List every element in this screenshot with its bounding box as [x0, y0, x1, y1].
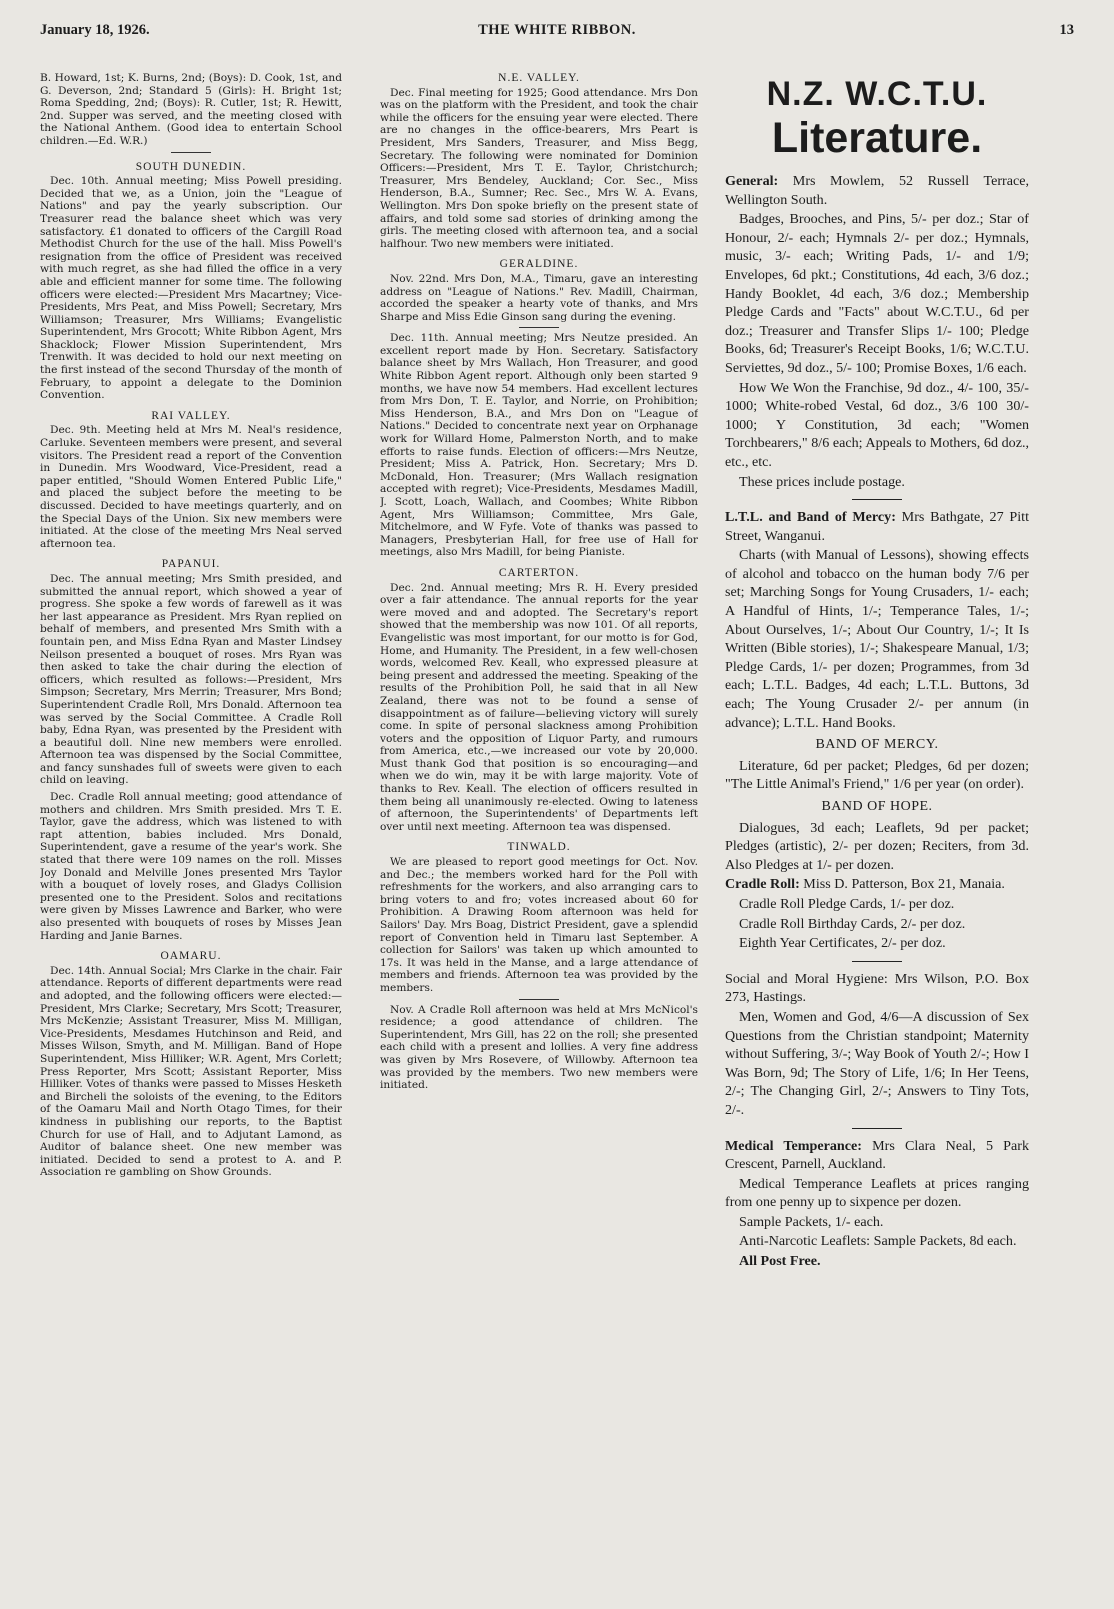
- ltl-contact: L.T.L. and Band of Mercy: Mrs Bathgate, 27 Pitt Street, Wanganui.: [725, 509, 1029, 544]
- section-body-ne-valley: Dec. Final meeting for 1925; Good attendance. Mrs Don was on the platform with the President, and took the chair while the officers for the ensuing year were elected. There are no changes in the office-bearers, Mrs Peart is President, Mrs Sanders, Treasurer, and Miss Begg, Secretary. The following were nominated for Dominion Officers:—President, Mrs T. E. Taylor, Christchurch; Treasurer, Mrs Bendeley, Auckland; Cor. Sec., Miss Henderson, B.A., Sumner; Rec. Sec., Mrs W. A. Evans, Wellington. Mrs Don spoke briefly on the present state of affairs, and told some sad stories of drinking among the girls. The meeting closed with afternoon tea, and a social halfhour. Two new members were initiated.: [380, 86, 698, 250]
- section-body-rai-valley: Dec. 9th. Meeting held at Mrs M. Neal's residence, Carluke. Seventeen members were present, and several visitors. The President read a report of the Convention in Dunedin. Mrs Woodward, Vice-President, read a paper entitled, "Should Women Entered Public Life," and placed the subject before the meeting to be discussed. Decided to have meetings quarterly, and on the Special Days of the Union. Six new members were initiated. At the close of the meeting Mrs Neal served afternoon tea.: [40, 424, 342, 550]
- general-postage-note: These prices include postage.: [739, 473, 905, 490]
- general-label: General:: [725, 173, 779, 189]
- band-of-mercy-title: BAND OF MERCY.: [815, 737, 939, 753]
- general-price-list-1: Badges, Brooches, and Pins, 5/- per doz.; Star of Honour, 2/- each; Hymnals 2/- per doz.; Hymnals, music, 3/- each; Writing Pads, 1/- and 1/9; Envelopes, 6d pkt.; Constitutions, 4d each, 3/6 doz.; Handy Booklet, 4d each, 3/6 doz.; Membership Pledge Cards and "Facts" about W.C.T.U., 6d per doz.; Treasurer and Transfer Slips 1/- 100; Pledge Books, 6d; Treasurer's Receipt Books, 1/6; W.C.T.U. Serviettes, 9d doz., 5/- 100; Promise Boxes, 1/6 each.: [725, 211, 1029, 376]
- section-body-papanui-1: Dec. The annual meeting; Mrs Smith presided, and submitted the annual report, which showed a year of progress. She spoke a few words of farewell as it was her last appearance as President. Mrs Ryan replied on behalf of members, and presented Mrs Smith with a fountain pen, and Miss Edna Ryan and Master Lindsey Neilson presented a bouquet of roses. Mrs Ryan was then asked to take the chair during the election of officers, which resulted as follows:—President, Mrs Simpson; Secretary, Mrs Merrin; Treasurer, Mrs Bond; Superintendent Cradle Roll, Mrs Donald. Afternoon tea was served by the Social Committee. A Cradle Roll baby, Edna Ryan, was presented by the President with a beautiful doll. Nine new members were enrolled. Afternoon tea was dispensed by the Social Committee, and fancy sunshades full of sweets were given to each child on leaving.: [40, 572, 342, 787]
- section-title-tinwald: TINWALD.: [507, 841, 571, 854]
- intro-paragraph: B. Howard, 1st; K. Burns, 2nd; (Boys): D. Cook, 1st, and G. Deverson, 2nd; Standard 5 (Girls): H. Bright 1st; Roma Spedding, 2nd; (Boys): R. Cutler, 1st; R. Hewitt, 2nd. Supper was served, and the meeting closed with the National Anthem. (Good idea to entertain School children.—Ed. W.R.): [40, 72, 342, 147]
- medical-temperance-contact: Medical Temperance: Mrs Clara Neal, 5 Park Crescent, Parnell, Auckland.: [725, 1137, 1029, 1173]
- divider: [519, 327, 559, 328]
- ltl-price-list: Charts (with Manual of Lessons), showing effects of alcohol and tobacco on the human body 7/6 per set; Marching Songs for Young Crusaders, 1/- each; A Handful of Hints, 1/-; Temperance Tales, 1/-; About Ourselves, 1/-; About Our Country, 1/-; It Is Written (Bible stories), 1/-; Shakespeare Manual, 1/3; Pledge Cards, 1/- per dozen; Programmes, from 3d each; L.T.L. Badges, 4d each; L.T.L. Buttons, 3d each; The Young Crusader 2/- per annum (in advance); L.T.L. Hand Books.: [725, 547, 1029, 731]
- section-body-papanui-2: Dec. Cradle Roll annual meeting; good attendance of mothers and children. Mrs Smith presided. Mrs T. E. Taylor, gave the address, which was listened to with rapt attention, babies included. Mrs Donald, Superintendent, gave a resume of the year's work. She stated that there were 109 names on the roll. Misses Joy Donald and Melville Jones presented Mrs Taylor with a bouquet of lovely roses, and Gladys Collision presented one to the President. Solos and recitations were given by Misses Lawrence and Barker, who were also presented with bouquets of roses by Misses Jean Harding and Janie Barnes.: [40, 791, 342, 942]
- cradle-roll-item-2: Cradle Roll Birthday Cards, 2/- per doz.: [739, 915, 966, 932]
- column-1: [40, 72, 342, 1604]
- section-body-oamaru: Dec. 14th. Annual Social; Mrs Clarke in the chair. Fair attendance. Reports of different departments were read and adopted, and the following officers were elected:—President, Mrs Clarke; Secretary, Mrs Scott; Treasurer, Mrs McKenzie; Assistant Treasurer, Miss M. Milligan, Vice-Presidents, Mesdames Hutchinson and Reid, and Misses Wilson, Smyth, and M. Milligan. Band of Hope Superintendent, Miss Hilliker; W.R. Agent, Mrs Corlett; Press Reporter, Mrs Scott; Assistant Reporter, Miss Hilliker. Votes of thanks were passed to Misses Hesketh and Bircheli the soloists of the evening, to the Editors of the Oamaru Mail and North Otago Times, for their kindness in publishing our reports, to the Baptist Church for use of Hall, and to Adjutant Lamond, as Auditor of balance sheet. One new member was initiated. Decided to send a protest to A. and P. Association re gambling on Show Grounds.: [40, 964, 342, 1179]
- section-body-tinwald-1: We are pleased to report good meetings for Oct. Nov. and Dec.; the members worked hard for the Poll with refreshments for the workers, and also arranging cars to bring voters to and fro; votes increased about 60 for Prohibition. A Drawing Room afternoon was held for Sailors' Day. Mrs Boag, District President, gave a splendid report of Convention held in Timaru last September. A collection for Sailors' was taken up which amounted to 17s. It was held in the Manse, and a large attendance of members and friends. Afternoon tea was provided by the members.: [380, 856, 698, 994]
- cradle-roll-label: Cradle Roll:: [725, 876, 800, 893]
- section-body-tinwald-2: Nov. A Cradle Roll afternoon was held at Mrs McNicol's residence; a good attendance of children. The Superintendent, Mrs Gill, has 22 on the roll; she presented each child with a present and lollies. A very fine address was given by Mrs Rosevere, of Willowby. Afternoon tea was provided by the members. Two new members were initiated.: [380, 1003, 698, 1092]
- section-body-geraldine-2: Dec. 11th. Annual meeting; Mrs Neutze presided. An excellent report made by Hon. Secretary. Satisfactory balance sheet by Mrs Wallach, Hon Treasurer, and good White Ribbon Agent report. Although only been started 9 months, we have now 54 members. Had excellent lectures from Mrs Don, T. E. Taylor, and Norrie, on Prohibition; Miss Henderson, B.A., and Mrs Don on "League of Nations." Decided to concentrate next year on Orphanage work for Willard Home, Palmerston North, and to make efforts to raise funds. Election of officers:—Mrs Neutze, President; Miss A. Patrick, Hon. Secretary; Mrs D. McDonald, Hon. Treasurer; (Mrs Wallach resignation accepted with regret); Vice-Presidents, Mesdames Madill, J. Scott, Loach, Wallach, and Coombes; White Ribbon Agent, Mrs Williamson; Committee, Mrs Gale, Mitchelmore, and W Fyfe. Vote of thanks was passed to Managers, Presbyterian Hall, for free use of Hall for meetings, also Mrs Madill, for being Pianiste.: [380, 332, 698, 559]
- section-title-south-dunedin: SOUTH DUNEDIN.: [135, 160, 247, 173]
- band-of-hope-list: Dialogues, 3d each; Leaflets, 9d per packet; Pledges (artistic), 2/- per dozen; Reciters, from 3d. Also Pledges at 1/- per dozen.: [725, 819, 1029, 873]
- general-price-list-2: How We Won the Franchise, 9d doz., 4/- 100, 35/- 1000; White-robed Vestal, 6d doz., 3/6 100 30/- 1000; Y Constitution, 3d each; "Women Torchbearers," 8/6 each; Appeals to Mothers, 6d doz., etc., etc.: [725, 379, 1029, 470]
- issue-date: January 18, 1926.: [40, 22, 150, 38]
- section-title-geraldine: GERALDINE.: [499, 258, 579, 271]
- ltl-label: L.T.L. and Band of Mercy:: [725, 509, 896, 526]
- cradle-roll-item-1: Cradle Roll Pledge Cards, 1/- per doz.: [739, 895, 955, 912]
- section-title-ne-valley: N.E. VALLEY.: [498, 72, 580, 84]
- running-head: [40, 22, 1074, 42]
- divider: [171, 152, 211, 153]
- general-contact: General: Mrs Mowlem, 52 Russell Terrace, Wellington South.: [725, 173, 1029, 208]
- medical-temperance-item-2: Sample Packets, 1/- each.: [739, 1213, 884, 1230]
- social-hygiene-list: Men, Women and God, 4/6—A discussion of Sex Questions from the Christian standpoint; Maternity without Suffering, 3/-; Way Book of Youth 2/-; How I Was Born, 9d; The Story of Life, 1/6; In Her Teens, 2/-; The Changing Girl, 2/-; Answers to Tiny Tots, 2/-.: [725, 1008, 1029, 1118]
- publication-title: THE WHITE RIBBON.: [478, 22, 636, 38]
- section-title-papanui: PAPANUI.: [161, 558, 221, 571]
- section-title-rai-valley: RAI VALLEY.: [151, 409, 231, 422]
- literature-title: Literature.: [771, 114, 983, 162]
- section-body-carterton: Dec. 2nd. Annual meeting; Mrs R. H. Every presided over a fair attendance. The annual reports for the year were moved and and adopted. The Secretary's report showed that the membership was now 101. Of all reports, Evangelistic was most important, for our motto is for God, Home, and Humanity. The President, in a few well-chosen words, welcomed Rev. Keall, who expressed pleasure at being present and addressed the meeting. Speaking of the results of the Prohibition Poll, he said that in all New Zealand, there was not to be found a sense of disappointment as of failure—believing victory will surely come. In spite of personal slackness among Prohibition voters and the opposition of Liquor Party, and rumours from America, etc.,—we increased our vote by 20,000. Must thank God that position is so encouraging—and when we do win, may it be with large majority. Vote of thanks to Rev. Keall. The election of officers resulted in them being all unanimously re-elected. Owing to lateness of afternoon, the Superintendents' of Departments left over until next meeting. Afternoon tea was dispensed.: [380, 581, 698, 833]
- divider: [852, 961, 902, 962]
- column-2: [380, 72, 698, 1604]
- cradle-roll-contact: Cradle Roll: Miss D. Patterson, Box 21, Manaia.: [725, 876, 1005, 893]
- page-number: 13: [1059, 22, 1074, 38]
- band-of-mercy-list: Literature, 6d per packet; Pledges, 6d per dozen; "The Little Animal's Friend," 1/6 per year (on order).: [725, 757, 1029, 793]
- section-body-south-dunedin: Dec. 10th. Annual meeting; Miss Powell presiding. Decided that we, as a Union, join the "League of Nations" and pay the yearly subscription. Our Treasurer read the balance sheet which was very satisfactory. £1 donated to officers of the Cargill Road Methodist Church for the use of the hall. Miss Powell's resignation from the office of President was received with much regret, as she had filled the office in a very able and efficient manner for some time. The following officers were elected:—President Mrs Macartney; Vice-Presidents, Mrs Peat, and Miss Powell; Secretary, Mrs Williamson; Treasurer, Mrs Williams; Evangelistic Superintendent, Mrs Grocott; White Ribbon Agent, Mrs Shacklock; Flower Mission Superintendent, Mrs Trenwith. It was decided to hold our next meeting on the first instead of the second Thursday of the month of February, to appoint a delegate to the Dominion Convention.: [40, 175, 342, 402]
- medical-temperance-item-3: Anti-Narcotic Leaflets: Sample Packets, 8d each.: [739, 1233, 1017, 1250]
- section-body-geraldine-1: Nov. 22nd. Mrs Don, M.A., Timaru, gave an interesting address on "League of Nations." Rev. Madill, Chairman, accorded the speaker a hearty vote of thanks, and Mrs Sharpe and Miss Edie Ginson sang during the evening.: [380, 272, 698, 323]
- post-free-note: All Post Free.: [739, 1253, 821, 1270]
- divider: [852, 499, 902, 500]
- cradle-roll-item-3: Eighth Year Certificates, 2/- per doz.: [739, 935, 946, 952]
- section-title-carterton: CARTERTON.: [498, 566, 580, 579]
- medical-temperance-item-1: Medical Temperance Leaflets at prices ranging from one penny up to sixpence per dozen.: [725, 1175, 1029, 1211]
- medical-temperance-label: Medical Temperance:: [725, 1137, 862, 1154]
- divider: [852, 1128, 902, 1129]
- section-title-oamaru: OAMARU.: [160, 950, 222, 963]
- column-3-literature: [725, 74, 1029, 1606]
- literature-title-org: N.Z. W.C.T.U.: [766, 75, 988, 113]
- social-hygiene-contact: Social and Moral Hygiene: Mrs Wilson, P.O. Box 273, Hastings.: [725, 970, 1029, 1006]
- band-of-hope-title: BAND OF HOPE.: [821, 799, 933, 814]
- divider: [519, 999, 559, 1000]
